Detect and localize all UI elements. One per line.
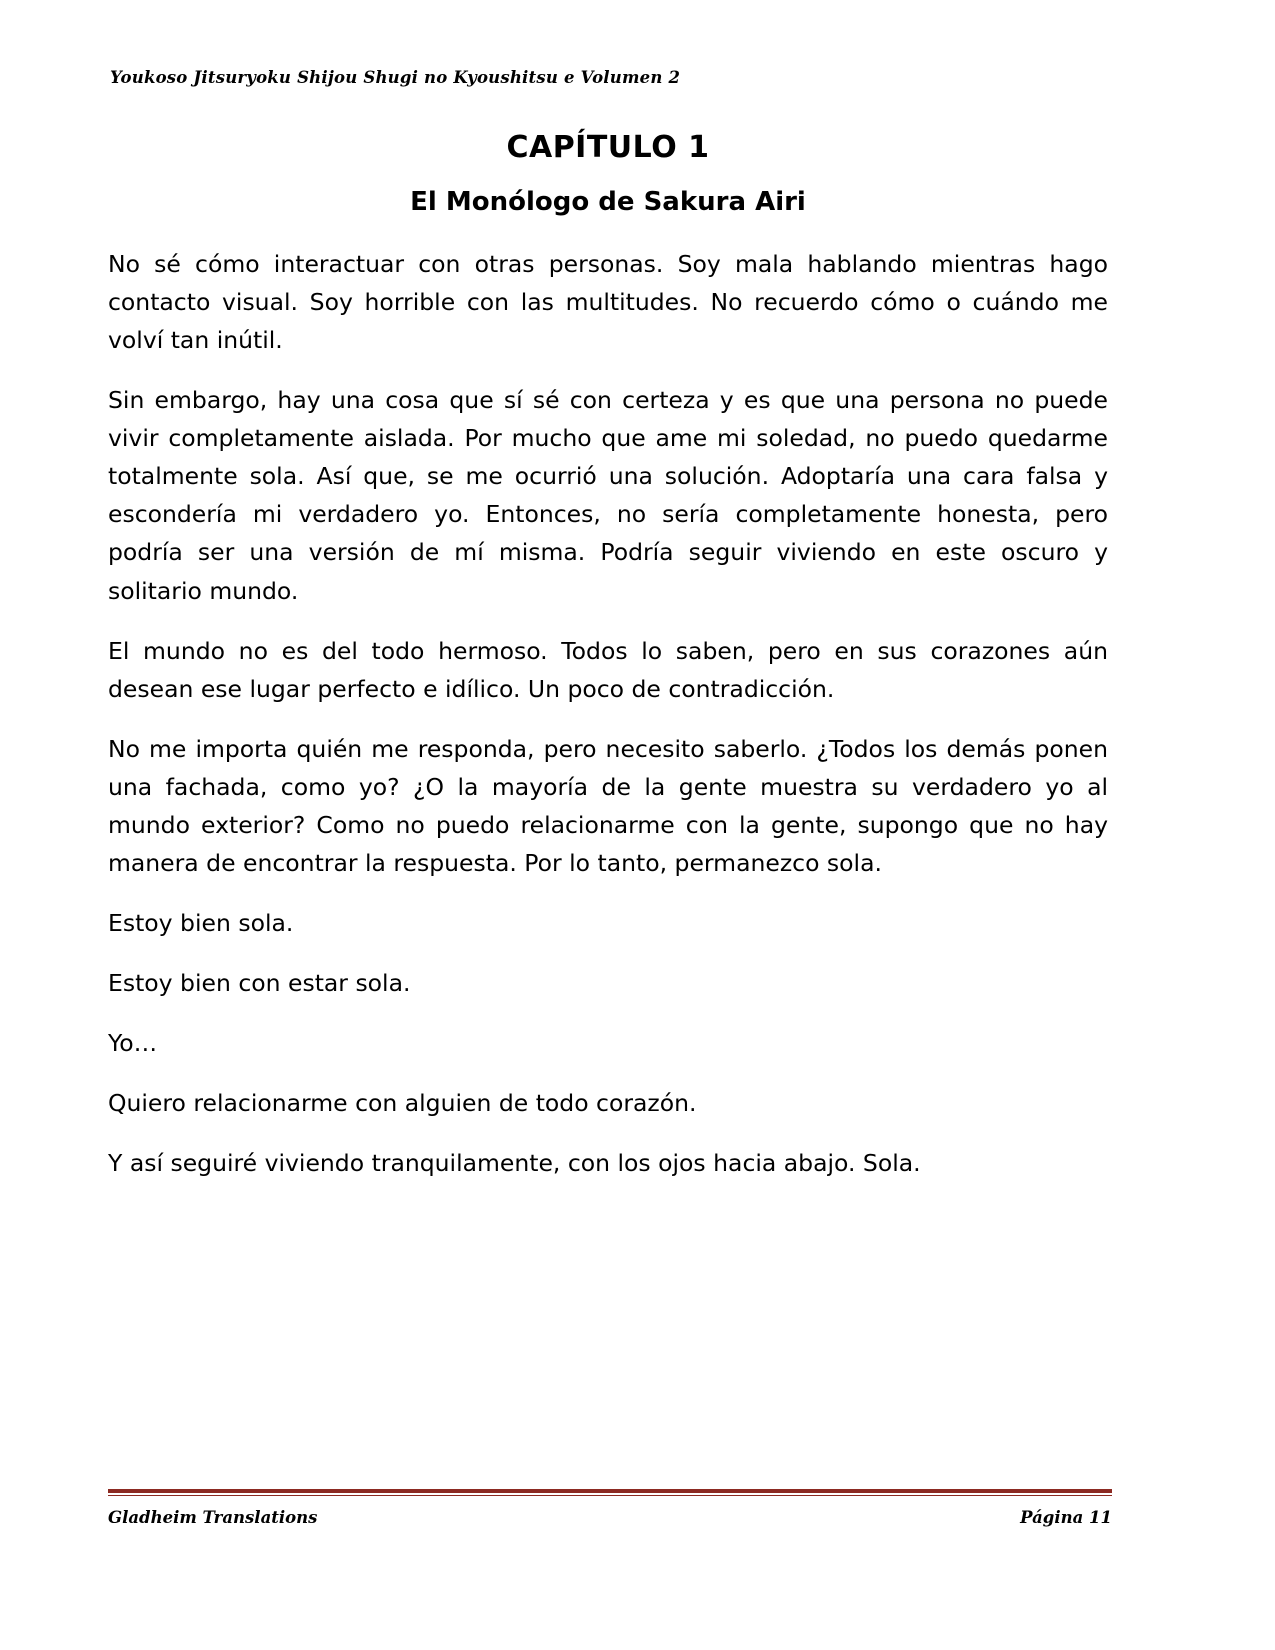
chapter-label: CAPÍTULO 1 (506, 130, 710, 165)
running-header: Youkoso Jitsuryoku Shijou Shugi no Kyoushitsu e Volumen 2 (110, 68, 681, 87)
paragraph: Estoy bien con estar sola. (108, 969, 411, 997)
paragraph: Quiero relacionarme con alguien de todo corazón. (108, 1089, 697, 1118)
paragraph: Y así seguiré viviendo tranquilamente, con los ojos hacia abajo. Sola. (108, 1149, 921, 1178)
paragraph: Estoy bien sola. (108, 908, 294, 937)
paragraph: No me importa quién me responda, pero necesito saberlo. ¿Todos los demás ponen una fachada, como yo? ¿O la mayoría de la gente muestra su verdadero yo al mundo exterior? Como no puedo relacionarme con la gente, supongo que no hay manera de encontrar la respuesta. Por lo tanto, permanezco sola. (108, 734, 1108, 877)
chapter-title: El Monólogo de Sakura Airi (410, 187, 806, 217)
footer-divider (108, 1489, 1112, 1493)
document-body (108, 130, 1108, 1204)
paragraph: Yo… (108, 1029, 158, 1058)
footer-page-number: Página 11 (1020, 1508, 1112, 1527)
paragraph: No sé cómo interactuar con otras personas. Soy mala hablando mientras hago contacto visual. Soy horrible con las multitudes. No recuerdo cómo o cuándo me volví tan inútil. (108, 250, 1108, 355)
paragraph: Sin embargo, hay una cosa que sí sé con certeza y es que una persona no puede vivir completamente aislada. Por mucho que ame mi soledad, no puedo quedarme totalmente sola. Así que, se me ocurrió una solución. Adoptaría una cara falsa y escondería mi verdadero yo. Entonces, no sería completamente honesta, pero podría ser una versión de mí misma. Podría seguir viviendo en este oscuro y solitario mundo. (108, 386, 1108, 605)
footer-divider-thin (108, 1495, 1112, 1496)
paragraph: El mundo no es del todo hermoso. Todos lo saben, pero en sus corazones aún desean ese lugar perfecto e idílico. Un poco de contradicción. (108, 636, 1108, 703)
footer-translator: Gladheim Translations (108, 1508, 318, 1527)
page-footer (108, 1508, 1112, 1527)
